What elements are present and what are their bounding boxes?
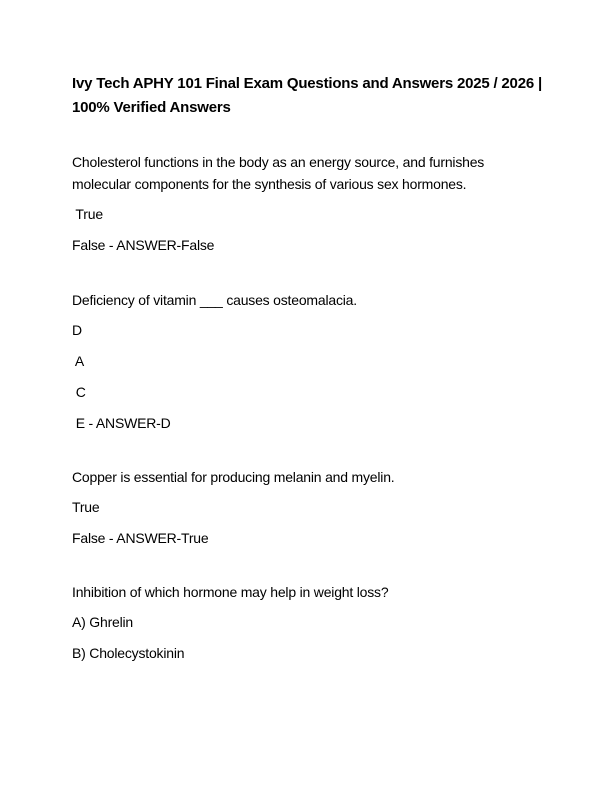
question-text: Deficiency of vitamin ___ causes osteomalacia.: [72, 292, 357, 308]
answer-option: D: [72, 322, 82, 338]
question-text: Cholesterol functions in the body as an energy source, and furnishes molecular components for the synthesis of various sex hormones.: [72, 154, 485, 192]
answer-option: True: [72, 206, 103, 222]
document-page: [72, 72, 542, 664]
question-text: Copper is essential for producing melanin and myelin.: [72, 469, 395, 485]
answer-option: C: [72, 384, 86, 400]
answer-option: A: [72, 353, 85, 369]
answer-option: B) Cholecystokinin: [72, 645, 185, 661]
answer-option: False - ANSWER-True: [72, 530, 209, 546]
answer-option: True: [72, 499, 100, 515]
document-title: Ivy Tech APHY 101 Final Exam Questions and Answers 2025 / 2026 | 100% Verified Answers: [72, 75, 542, 116]
answer-option: A) Ghrelin: [72, 614, 134, 630]
question-block: [72, 151, 542, 256]
question-block: [72, 581, 542, 664]
question-block: [72, 466, 542, 549]
answer-option: E - ANSWER-D: [72, 415, 171, 431]
question-text: Inhibition of which hormone may help in weight loss?: [72, 584, 389, 600]
question-block: [72, 289, 542, 434]
answer-option: False - ANSWER-False: [72, 237, 215, 253]
